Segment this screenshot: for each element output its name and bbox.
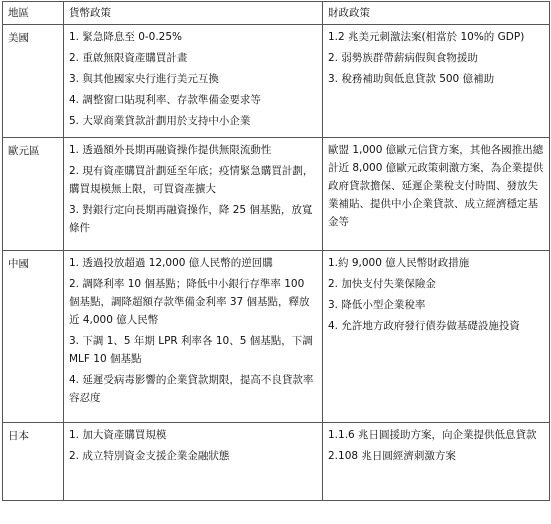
list-item: 1.2 兆美元刺激法案(相當於 10%的 GDP) bbox=[328, 31, 525, 43]
list-item: 3. 與其他國家央行進行美元互換 bbox=[69, 73, 219, 85]
list-item: 1. 加大資產購買規模 bbox=[69, 429, 167, 441]
list-item: 歐盟 1,000 億歐元信貸方案，其他各國推出總計近 8,000 億歐元政策刺激方案，為企業提供政府貸款擔保、延遲企業稅支付時間、發放失業補貼、提供中小企業貸款、成立經濟穩定基金等 bbox=[328, 144, 544, 228]
list-item: 2. 成立特別資金支援企業金融狀態 bbox=[69, 450, 230, 462]
list-item: 3. 對銀行定向長期再融資操作，降 25 個基點，放寬條件 bbox=[69, 204, 313, 234]
list-item: 2.108 兆日圓經濟刺激方案 bbox=[328, 450, 456, 462]
list-item: 1.約 9,000 億人民幣財政措施 bbox=[328, 257, 470, 269]
region-cell: 中國 bbox=[3, 251, 64, 423]
header-region: 地區 bbox=[3, 2, 64, 25]
fiscal-cell bbox=[323, 423, 550, 501]
list-item: 4. 允許地方政府發行債券做基礎設施投資 bbox=[328, 320, 520, 332]
table-row-china bbox=[3, 251, 550, 423]
list-item: 1. 透過投放超過 12,000 億人民幣的逆回購 bbox=[69, 257, 273, 269]
list-item: 5. 大眾商業貸款計劃用於支持中小企業 bbox=[69, 115, 251, 127]
list-item: 1.1.6 兆日圓援助方案，向企業提供低息貸款 bbox=[328, 429, 537, 441]
region-cell: 日本 bbox=[3, 423, 64, 501]
region-cell: 美國 bbox=[3, 25, 64, 138]
list-item: 2. 調降利率 10 個基點；降低中小銀行存準率 100 個基點，調降超額存款準備金利率 37 個基點，釋放近 4,000 億人民幣 bbox=[69, 278, 310, 326]
list-item: 1. 透過額外長期再融資操作提供無限流動性 bbox=[69, 144, 272, 156]
list-item: 4. 延遲受病毒影響的企業貸款期限，提高不良貸款率容忍度 bbox=[69, 374, 314, 404]
header-row bbox=[3, 2, 550, 25]
header-monetary: 貨幣政策 bbox=[64, 2, 323, 25]
monetary-cell bbox=[64, 25, 323, 138]
policy-table bbox=[2, 1, 550, 501]
table-row-us bbox=[3, 25, 550, 138]
fiscal-cell bbox=[323, 138, 550, 251]
fiscal-cell bbox=[323, 25, 550, 138]
list-item: 3. 降低小型企業稅率 bbox=[328, 299, 426, 311]
region-cell: 歐元區 bbox=[3, 138, 64, 251]
table-row-eurozone bbox=[3, 138, 550, 251]
list-item: 2. 重啟無限資產購買計畫 bbox=[69, 52, 188, 64]
list-item: 3. 下調 1、5 年期 LPR 利率各 10、5 個基點，下調 MLF 10 個基點 bbox=[69, 335, 313, 365]
list-item: 2. 現有資產購買計劃延至年底；疫情緊急購買計劃，購買規模無上限，可買資產擴大 bbox=[69, 165, 314, 195]
list-item: 4. 調整窗口貼現利率、存款準備金要求等 bbox=[69, 94, 261, 106]
table-row-japan bbox=[3, 423, 550, 501]
monetary-cell bbox=[64, 423, 323, 501]
monetary-cell bbox=[64, 251, 323, 423]
fiscal-cell bbox=[323, 251, 550, 423]
list-item: 2. 加快支付失業保險金 bbox=[328, 278, 436, 290]
monetary-cell bbox=[64, 138, 323, 251]
list-item: 2. 弱勢族群帶薪病假與食物援助 bbox=[328, 52, 478, 64]
list-item: 3. 稅務補助與低息貸款 500 億補助 bbox=[328, 73, 495, 85]
header-fiscal: 財政政策 bbox=[323, 2, 550, 25]
list-item: 1. 緊急降息至 0-0.25% bbox=[69, 31, 183, 43]
